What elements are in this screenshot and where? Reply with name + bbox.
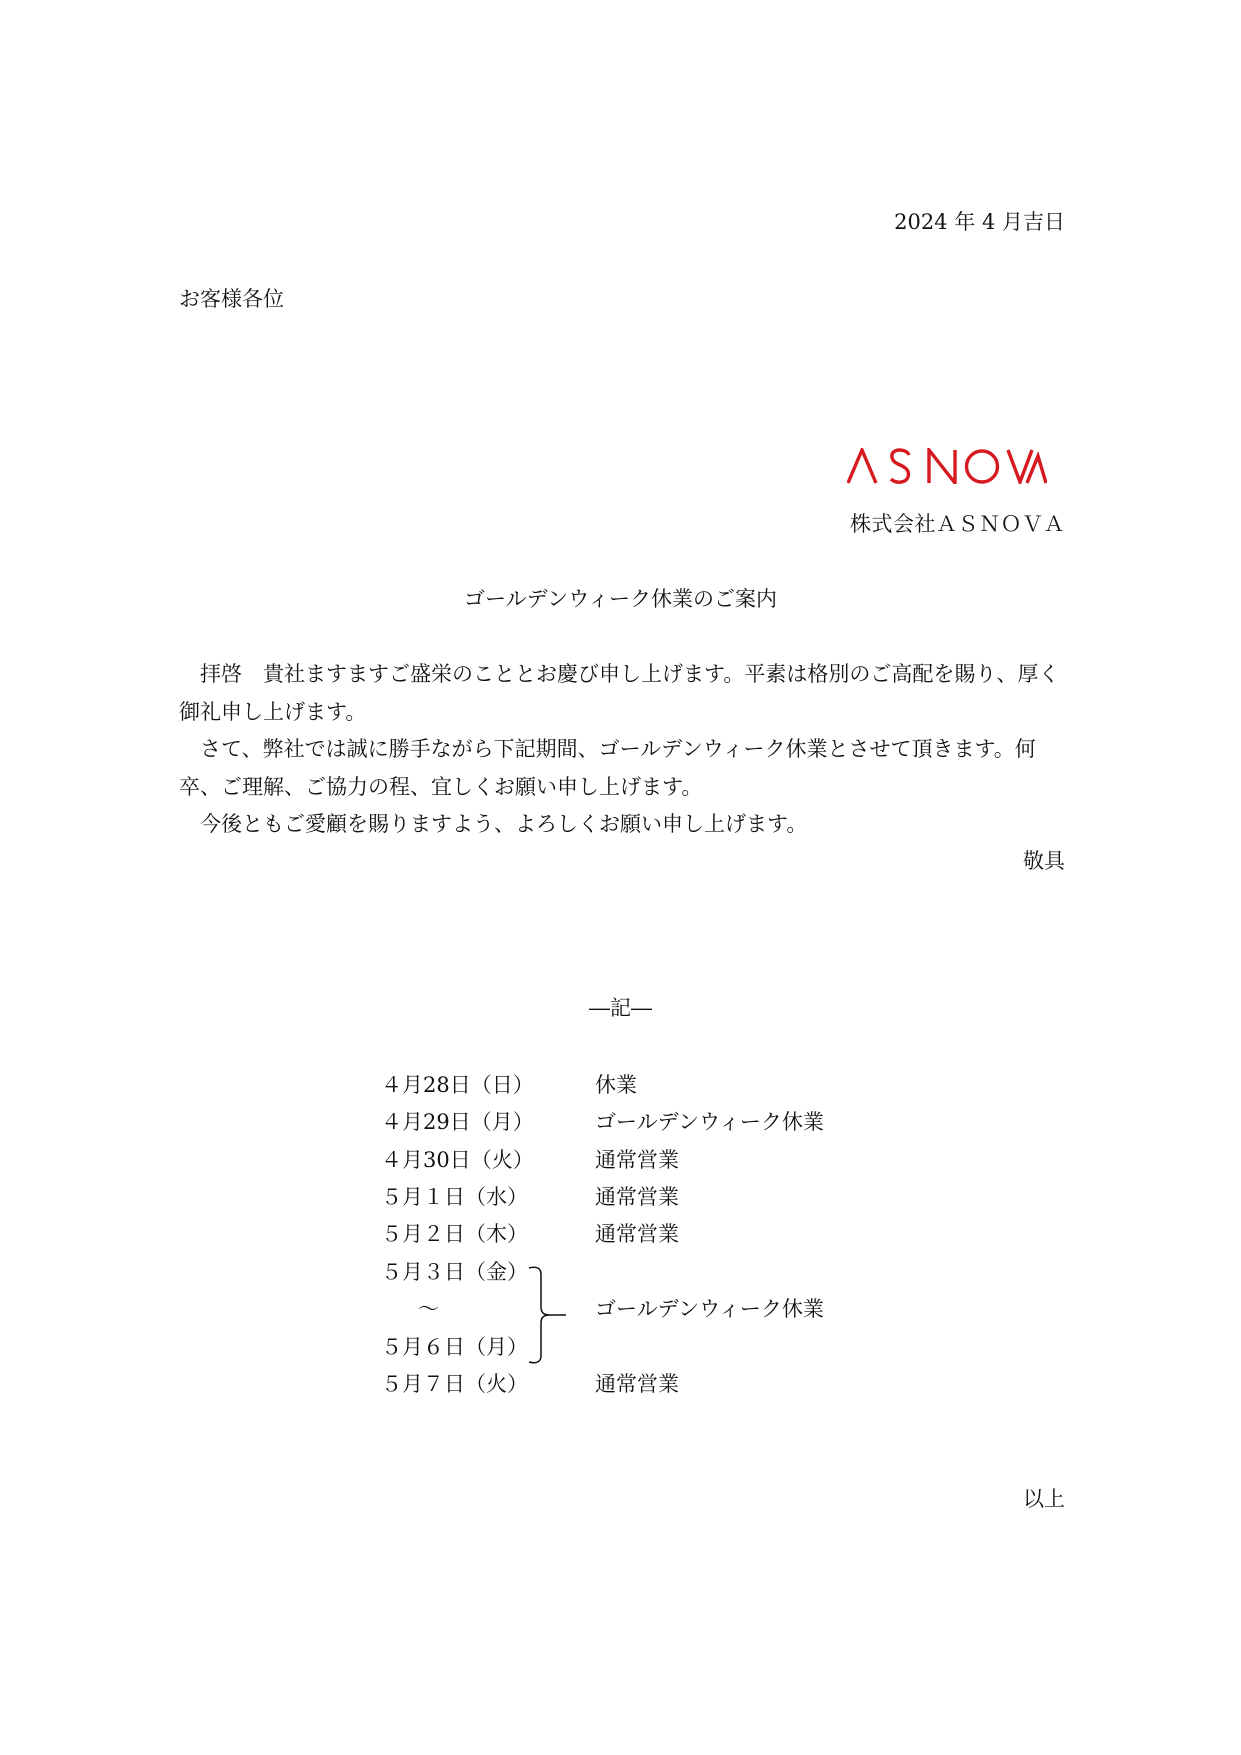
- range-status: ゴールデンウィーク休業: [595, 1297, 824, 1321]
- body-paragraph-greeting: 拝啓 貴社ますますご盛栄のこととお慶び申し上げます。平素は格別のご高配を賜り、厚く御礼申し上げます。: [179, 662, 1060, 724]
- document-date: 2024 年 4 月吉日: [894, 210, 1065, 234]
- schedule-status: 休業: [595, 1073, 637, 1097]
- body-paragraph-notice: さて、弊社では誠に勝手ながら下記期間、ゴールデンウィーク休業とさせて頂きます。何卒、ご理解、ご協力の程、宜しくお願い申し上げます。: [179, 737, 1036, 799]
- range-tilde: ～: [418, 1297, 439, 1321]
- ending-ijo: 以上: [1023, 1487, 1065, 1511]
- body-paragraph-thanks: 今後ともご愛顧を賜りますよう、よろしくお願い申し上げます。: [200, 812, 808, 836]
- memo-heading: ―記―: [589, 996, 652, 1020]
- closing-keigu: 敬具: [1023, 849, 1065, 873]
- schedule-date: ４月29日（月）: [381, 1110, 534, 1134]
- document-title: ゴールデンウィーク休業のご案内: [464, 587, 777, 611]
- schedule-status: 通常営業: [595, 1185, 679, 1209]
- schedule-date: ４月30日（火）: [381, 1148, 534, 1172]
- schedule-status: 通常営業: [595, 1148, 679, 1172]
- schedule-date: ５月１日（水）: [381, 1185, 528, 1209]
- addressee: お客様各位: [179, 287, 284, 311]
- company-name: 株式会社ＡＳＮＯＶＡ: [850, 512, 1065, 536]
- range-end-date: ５月６日（月）: [381, 1335, 528, 1359]
- schedule-date: ５月７日（火）: [381, 1372, 528, 1396]
- range-brace: [528, 1266, 568, 1366]
- schedule-status: 通常営業: [595, 1222, 679, 1246]
- schedule-date: ５月２日（木）: [381, 1222, 528, 1246]
- asnova-logo: [847, 448, 1047, 484]
- logo-text: ASNOVA: [847, 448, 852, 449]
- schedule-status: ゴールデンウィーク休業: [595, 1110, 824, 1134]
- schedule-status: 通常営業: [595, 1372, 679, 1396]
- range-start-date: ５月３日（金）: [381, 1260, 528, 1284]
- schedule-date: ４月28日（日）: [381, 1073, 534, 1097]
